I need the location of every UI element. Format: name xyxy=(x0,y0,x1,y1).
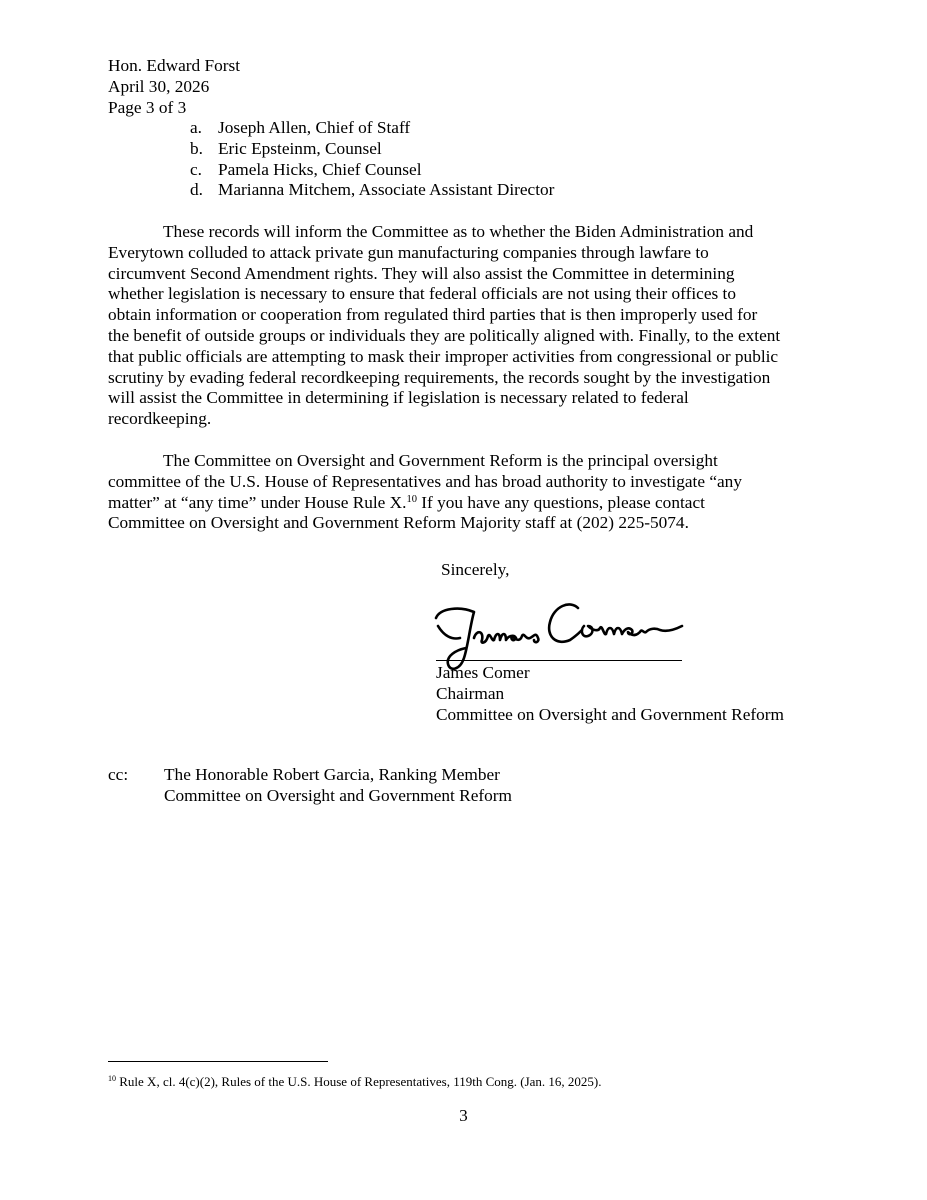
footnote-text: Rule X, cl. 4(c)(2), Rules of the U.S. House of Representatives, 119th Cong. (Jan. 16, 2025). xyxy=(116,1074,602,1089)
signature-line xyxy=(436,660,682,661)
footnote-divider xyxy=(108,1061,328,1062)
paragraph-line: the benefit of outside groups or individuals they are politically aligned with. Finally, to the extent xyxy=(108,325,781,345)
cc-line: The Honorable Robert Garcia, Ranking Member xyxy=(164,765,500,784)
paragraph-line: These records will inform the Committee as to whether the Biden Administration and xyxy=(163,222,754,241)
paragraph-line: Committee on Oversight and Government Reform Majority staff at (202) 225-5074. xyxy=(108,513,689,533)
paragraph-line: scrutiny by evading federal recordkeeping requirements, the records sought by the investigation xyxy=(108,367,771,387)
paragraph-line: circumvent Second Amendment rights. They will also assist the Committee in determining xyxy=(108,263,735,283)
paragraph-line: that public officials are attempting to mask their improper activities from congressional or public xyxy=(108,346,779,366)
signer-name: James Comer xyxy=(436,663,530,682)
list-item xyxy=(190,180,554,201)
signer-title: Chairman xyxy=(436,683,505,703)
paragraph-line: obtain information or cooperation from regulated third parties that is then improperly used for xyxy=(108,305,758,325)
paragraph-line: recordkeeping. xyxy=(108,409,212,429)
signature-block xyxy=(436,663,784,725)
list-marker: d. xyxy=(190,180,203,200)
paragraph-text: matter” at “any time” under House Rule X. xyxy=(108,492,407,512)
list-item xyxy=(190,118,554,139)
list-marker: b. xyxy=(190,138,203,158)
recipient-list xyxy=(190,118,554,201)
paragraph-line: committee of the U.S. House of Representatives and has broad authority to investigate “any xyxy=(108,471,742,491)
paragraph-line: Everytown colluded to attack private gun manufacturing companies through lawfare to xyxy=(108,242,709,262)
closing-salutation: Sincerely, xyxy=(441,560,510,579)
list-item xyxy=(190,139,554,160)
paragraph-records-purpose xyxy=(108,222,828,430)
paragraph-line: will assist the Committee in determining if legislation is necessary related to federal xyxy=(108,388,689,408)
cc-line: Committee on Oversight and Government Reform xyxy=(164,785,512,805)
signer-committee: Committee on Oversight and Government Reform xyxy=(436,704,784,724)
paragraph-text: If you have any questions, please contact xyxy=(416,492,705,512)
footnote-reference: 10 xyxy=(406,493,417,505)
list-item-text: Eric Epsteinm, Counsel xyxy=(218,138,382,158)
letterhead xyxy=(108,56,240,118)
list-item-text: Marianna Mitchem, Associate Assistant Director xyxy=(218,180,555,200)
list-marker: a. xyxy=(190,118,202,137)
list-item-text: Joseph Allen, Chief of Staff xyxy=(218,118,411,137)
footnote-number: 10 xyxy=(108,1074,116,1083)
paragraph-line: The Committee on Oversight and Government Reform is the principal oversight xyxy=(163,451,718,470)
paragraph-line xyxy=(108,493,828,514)
footnote xyxy=(108,1074,602,1090)
list-marker: c. xyxy=(190,159,202,179)
cc-label: cc: xyxy=(108,765,129,784)
recipient-name: Hon. Edward Forst xyxy=(108,56,240,75)
list-item-text: Pamela Hicks, Chief Counsel xyxy=(218,159,422,179)
paragraph-committee-authority xyxy=(108,451,828,534)
page-number: 3 xyxy=(459,1106,468,1125)
letter-date: April 30, 2026 xyxy=(108,76,210,96)
list-item xyxy=(190,160,554,181)
cc-recipients xyxy=(164,765,512,807)
page-indicator: Page 3 of 3 xyxy=(108,97,187,117)
paragraph-line: whether legislation is necessary to ensure that federal officials are not using their offices to xyxy=(108,284,736,304)
